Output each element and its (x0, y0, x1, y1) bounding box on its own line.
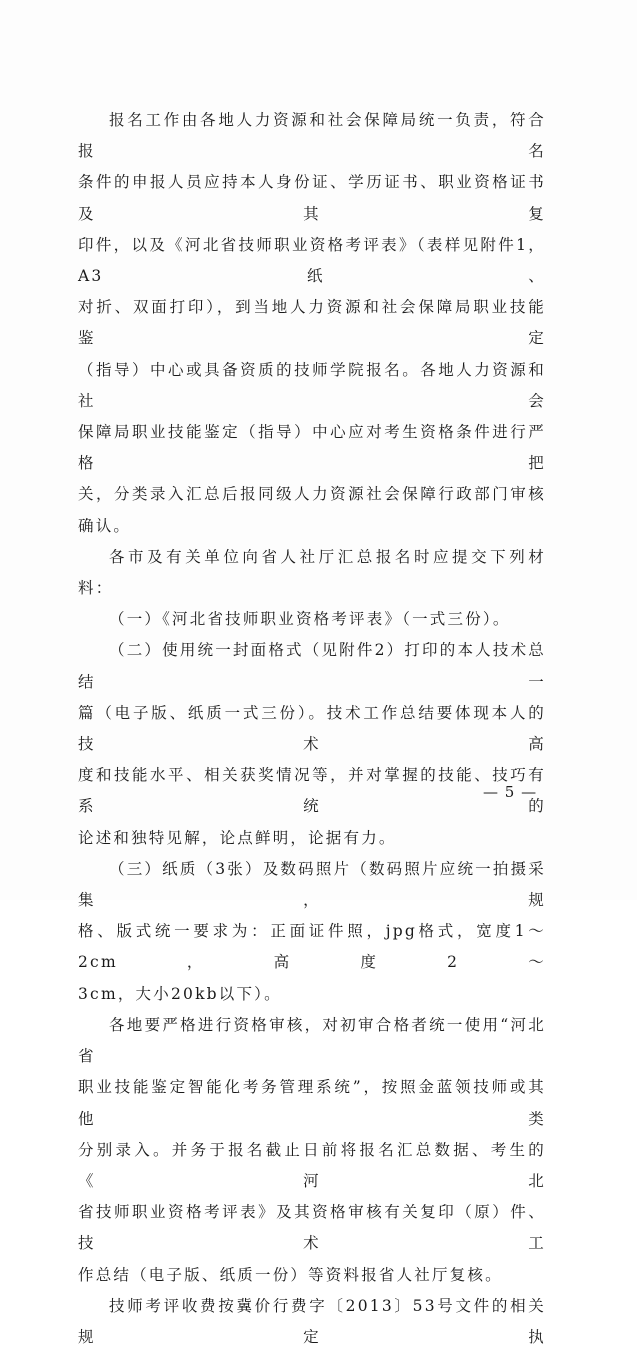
page-number: — 5 — (483, 783, 538, 801)
paragraph-item-one (78, 604, 546, 635)
text-line: 篇（电子版、纸质一式三份）。技术工作总结要体现本人的技术高 (78, 703, 546, 754)
text-line: （三）纸质（3张）及数码照片（数码照片应统一拍摄采集，规 (78, 859, 546, 910)
paragraph-registration (78, 105, 546, 542)
text-line: 印件，以及《河北省技师职业资格考评表》（表样见附件1，A3纸、 (78, 235, 546, 286)
text-line: 格、版式统一要求为：正面证件照，jpg格式，宽度1～2cm，高度2～ (78, 922, 546, 972)
paragraph-item-three (78, 854, 546, 1010)
text-line: 技师考评收费按冀价行费字〔2013〕53号文件的相关规定执 (78, 1296, 546, 1346)
text-line: 职业技能鉴定智能化考务管理系统”，按照金蓝领技师或其他类 (78, 1078, 546, 1128)
text-line: 度和技能水平、相关获奖情况等，并对掌握的技能、技巧有系统的 (78, 766, 546, 816)
text-line: 条件的申报人员应持本人身份证、学历证书、职业资格证书及其复 (78, 173, 546, 223)
text-line: （指导）中心或具备资质的技师学院报名。各地人力资源和社会 (78, 360, 546, 410)
text-line: 论述和独特见解，论点鲜明，论据有力。 (78, 828, 397, 847)
paragraph-qualification-review (78, 1010, 546, 1291)
text-line: 各地要严格进行资格审核，对初审合格者统一使用“河北省 (78, 1015, 546, 1066)
text-line: 分别录入。并务于报名截止日前将报名汇总数据、考生的《河北 (78, 1140, 546, 1190)
document-body (78, 105, 546, 1353)
paragraph-item-two (78, 635, 546, 853)
text-line: （二）使用统一封面格式（见附件2）打印的本人技术总结一 (78, 641, 546, 691)
text-line: 各市及有关单位向省人社厅汇总报名时应提交下列材料： (78, 547, 546, 598)
text-line: 关，分类录入汇总后报同级人力资源社会保障行政部门审核确认。 (78, 485, 546, 535)
text-line: 保障局职业技能鉴定（指导）中心应对考生资格条件进行严格把 (78, 423, 546, 473)
text-line: 报名工作由各地人力资源和社会保障局统一负责，符合报名 (78, 111, 546, 161)
paragraph-materials-intro (78, 542, 546, 604)
text-line: 省技师职业资格考评表》及其资格审核有关复印（原）件、技术工 (78, 1203, 546, 1253)
text-line: 作总结（电子版、纸质一份）等资料报省人社厅复核。 (78, 1265, 503, 1284)
text-line: 3cm，大小20kb以下）。 (78, 984, 282, 1003)
text-line: （一）《河北省技师职业资格考评表》（一式三份）。 (109, 610, 511, 629)
paragraph-fees (78, 1291, 546, 1353)
text-line: 对折、双面打印），到当地人力资源和社会保障局职业技能鉴定 (78, 298, 546, 348)
